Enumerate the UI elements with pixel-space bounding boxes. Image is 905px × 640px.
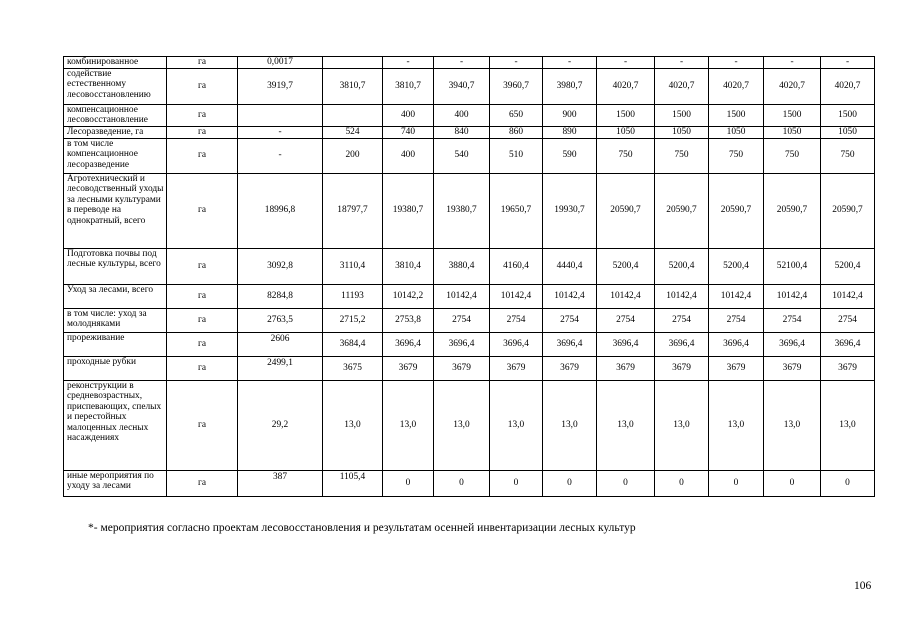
row-label: проходные рубки xyxy=(64,356,167,380)
value-cell: 524 xyxy=(323,126,383,138)
value-cell xyxy=(323,57,383,69)
value-cell: 18996,8 xyxy=(238,173,323,248)
value-cell: 3696,4 xyxy=(597,332,655,356)
value-cell: 1050 xyxy=(821,126,875,138)
value-cell: 11193 xyxy=(323,284,383,308)
value-cell: 0 xyxy=(655,470,709,496)
table-row xyxy=(64,380,875,470)
table-row xyxy=(64,356,875,380)
table-row xyxy=(64,104,875,126)
value-cell: 10142,4 xyxy=(490,284,543,308)
value-cell: 10142,4 xyxy=(764,284,821,308)
unit-cell: га xyxy=(167,356,238,380)
value-cell: 3092,8 xyxy=(238,248,323,284)
value-cell: 1050 xyxy=(597,126,655,138)
unit-cell: га xyxy=(167,308,238,332)
value-cell: 4020,7 xyxy=(655,68,709,104)
forestry-table xyxy=(63,56,875,497)
value-cell: - xyxy=(238,138,323,173)
value-cell: 3684,4 xyxy=(323,332,383,356)
unit-cell: га xyxy=(167,68,238,104)
value-cell: 0 xyxy=(434,470,490,496)
value-cell: 2754 xyxy=(764,308,821,332)
value-cell: 1500 xyxy=(597,104,655,126)
value-cell: 0,0017 xyxy=(238,57,323,69)
unit-cell: га xyxy=(167,173,238,248)
row-label: Агротехнический и лесоводственный уходы за лесными культурами в переводе на однократный, всего xyxy=(64,173,167,248)
unit-cell: га xyxy=(167,284,238,308)
value-cell: - xyxy=(655,57,709,69)
value-cell: 5200,4 xyxy=(597,248,655,284)
value-cell: 3110,4 xyxy=(323,248,383,284)
value-cell: 750 xyxy=(709,138,764,173)
table-row xyxy=(64,332,875,356)
value-cell: 13,0 xyxy=(655,380,709,470)
value-cell: 29,2 xyxy=(238,380,323,470)
value-cell: 2499,1 xyxy=(238,356,323,380)
value-cell: 200 xyxy=(323,138,383,173)
value-cell: 8284,8 xyxy=(238,284,323,308)
value-cell: 3810,4 xyxy=(383,248,434,284)
value-cell: 0 xyxy=(821,470,875,496)
value-cell: 3679 xyxy=(543,356,597,380)
row-label: компенсационное лесовосстановление xyxy=(64,104,167,126)
value-cell: - xyxy=(434,57,490,69)
table-row xyxy=(64,284,875,308)
value-cell: 3675 xyxy=(323,356,383,380)
value-cell: - xyxy=(764,57,821,69)
value-cell: 4020,7 xyxy=(764,68,821,104)
table-row xyxy=(64,68,875,104)
value-cell: 1050 xyxy=(655,126,709,138)
value-cell: 3679 xyxy=(821,356,875,380)
unit-cell: га xyxy=(167,470,238,496)
value-cell: 510 xyxy=(490,138,543,173)
value-cell: 840 xyxy=(434,126,490,138)
value-cell: 3679 xyxy=(655,356,709,380)
value-cell: 890 xyxy=(543,126,597,138)
value-cell: 2753,8 xyxy=(383,308,434,332)
row-label: Лесоразведение, га xyxy=(64,126,167,138)
value-cell: 3696,4 xyxy=(383,332,434,356)
value-cell: - xyxy=(543,57,597,69)
value-cell: 2754 xyxy=(434,308,490,332)
value-cell: 1500 xyxy=(764,104,821,126)
value-cell: 1500 xyxy=(655,104,709,126)
value-cell: 1050 xyxy=(709,126,764,138)
row-label: в том числе: уход за молодняками xyxy=(64,308,167,332)
value-cell: 3679 xyxy=(383,356,434,380)
value-cell: 540 xyxy=(434,138,490,173)
value-cell: 19380,7 xyxy=(383,173,434,248)
value-cell: 1050 xyxy=(764,126,821,138)
value-cell: 3696,4 xyxy=(821,332,875,356)
row-label: в том числе компенсационное лесоразведение xyxy=(64,138,167,173)
value-cell: 13,0 xyxy=(383,380,434,470)
unit-cell: га xyxy=(167,126,238,138)
unit-cell: га xyxy=(167,332,238,356)
value-cell: 750 xyxy=(821,138,875,173)
value-cell: 18797,7 xyxy=(323,173,383,248)
value-cell: 3696,4 xyxy=(655,332,709,356)
value-cell: 0 xyxy=(543,470,597,496)
value-cell: 10142,4 xyxy=(821,284,875,308)
value-cell: 900 xyxy=(543,104,597,126)
value-cell: 10142,4 xyxy=(543,284,597,308)
value-cell: 13,0 xyxy=(434,380,490,470)
value-cell: 2754 xyxy=(543,308,597,332)
value-cell xyxy=(238,104,323,126)
value-cell: 52100,4 xyxy=(764,248,821,284)
value-cell: 750 xyxy=(597,138,655,173)
value-cell: 400 xyxy=(434,104,490,126)
value-cell: 10142,4 xyxy=(597,284,655,308)
value-cell: 10142,4 xyxy=(655,284,709,308)
value-cell: 3940,7 xyxy=(434,68,490,104)
table-row xyxy=(64,470,875,496)
value-cell: 20590,7 xyxy=(821,173,875,248)
value-cell: 13,0 xyxy=(709,380,764,470)
unit-cell: га xyxy=(167,104,238,126)
value-cell: 3679 xyxy=(709,356,764,380)
row-label: Подготовка почвы под лесные культуры, всего xyxy=(64,248,167,284)
page-number: 106 xyxy=(854,580,872,592)
table-row xyxy=(64,173,875,248)
value-cell: 20590,7 xyxy=(709,173,764,248)
value-cell: 590 xyxy=(543,138,597,173)
value-cell: - xyxy=(709,57,764,69)
unit-cell: га xyxy=(167,380,238,470)
value-cell: 20590,7 xyxy=(764,173,821,248)
value-cell: 13,0 xyxy=(543,380,597,470)
table-body xyxy=(64,57,875,497)
value-cell: 10142,4 xyxy=(434,284,490,308)
value-cell: 2754 xyxy=(490,308,543,332)
value-cell: 4020,7 xyxy=(821,68,875,104)
value-cell: 13,0 xyxy=(597,380,655,470)
value-cell: 1105,4 xyxy=(323,470,383,496)
row-label: иные мероприятия по уходу за лесами xyxy=(64,470,167,496)
value-cell: 20590,7 xyxy=(597,173,655,248)
value-cell: 3679 xyxy=(434,356,490,380)
value-cell: 1500 xyxy=(821,104,875,126)
value-cell: 5200,4 xyxy=(821,248,875,284)
value-cell: 19650,7 xyxy=(490,173,543,248)
value-cell: 13,0 xyxy=(490,380,543,470)
unit-cell: га xyxy=(167,248,238,284)
value-cell: 750 xyxy=(655,138,709,173)
unit-cell: га xyxy=(167,138,238,173)
value-cell: 0 xyxy=(597,470,655,496)
value-cell: 3696,4 xyxy=(543,332,597,356)
row-label: содействие естественному лесовосстановлению xyxy=(64,68,167,104)
value-cell: - xyxy=(597,57,655,69)
value-cell: 400 xyxy=(383,104,434,126)
value-cell: 400 xyxy=(383,138,434,173)
value-cell: 3679 xyxy=(764,356,821,380)
value-cell: 13,0 xyxy=(764,380,821,470)
value-cell: 3880,4 xyxy=(434,248,490,284)
value-cell: 860 xyxy=(490,126,543,138)
row-label: Уход за лесами, всего xyxy=(64,284,167,308)
value-cell: 2754 xyxy=(709,308,764,332)
table-row xyxy=(64,126,875,138)
value-cell: 19380,7 xyxy=(434,173,490,248)
row-label: прореживание xyxy=(64,332,167,356)
table-row xyxy=(64,248,875,284)
value-cell: 5200,4 xyxy=(655,248,709,284)
value-cell: 2754 xyxy=(821,308,875,332)
value-cell: 5200,4 xyxy=(709,248,764,284)
value-cell: - xyxy=(821,57,875,69)
footnote: *- мероприятия согласно проектам лесовосстановления и результатам осенней инвентаризации лесных культур xyxy=(88,522,636,534)
value-cell: 13,0 xyxy=(323,380,383,470)
value-cell: 0 xyxy=(764,470,821,496)
value-cell: 650 xyxy=(490,104,543,126)
value-cell: 3696,4 xyxy=(709,332,764,356)
value-cell: 2715,2 xyxy=(323,308,383,332)
value-cell xyxy=(323,104,383,126)
value-cell: 387 xyxy=(238,470,323,496)
value-cell: 10142,4 xyxy=(709,284,764,308)
row-label: комбинированное xyxy=(64,57,167,69)
value-cell: 3919,7 xyxy=(238,68,323,104)
value-cell: 1500 xyxy=(709,104,764,126)
value-cell: 20590,7 xyxy=(655,173,709,248)
value-cell: - xyxy=(383,57,434,69)
value-cell: - xyxy=(238,126,323,138)
value-cell: 2754 xyxy=(597,308,655,332)
unit-cell: га xyxy=(167,57,238,69)
value-cell: - xyxy=(490,57,543,69)
value-cell: 4020,7 xyxy=(597,68,655,104)
value-cell: 740 xyxy=(383,126,434,138)
row-label: реконструкции в средневозрастных, приспевающих, спелых и перестойных малоценных лесных насаждениях xyxy=(64,380,167,470)
value-cell: 750 xyxy=(764,138,821,173)
value-cell: 3696,4 xyxy=(434,332,490,356)
value-cell: 2754 xyxy=(655,308,709,332)
value-cell: 3679 xyxy=(490,356,543,380)
value-cell: 4440,4 xyxy=(543,248,597,284)
value-cell: 4160,4 xyxy=(490,248,543,284)
value-cell: 3810,7 xyxy=(323,68,383,104)
value-cell: 3679 xyxy=(597,356,655,380)
value-cell: 0 xyxy=(490,470,543,496)
value-cell: 3696,4 xyxy=(764,332,821,356)
table-row xyxy=(64,308,875,332)
value-cell: 2763,5 xyxy=(238,308,323,332)
value-cell: 13,0 xyxy=(821,380,875,470)
value-cell: 19930,7 xyxy=(543,173,597,248)
value-cell: 3980,7 xyxy=(543,68,597,104)
value-cell: 10142,2 xyxy=(383,284,434,308)
table-row xyxy=(64,138,875,173)
value-cell: 3960,7 xyxy=(490,68,543,104)
value-cell: 4020,7 xyxy=(709,68,764,104)
value-cell: 3696,4 xyxy=(490,332,543,356)
value-cell: 0 xyxy=(383,470,434,496)
value-cell: 0 xyxy=(709,470,764,496)
value-cell: 3810,7 xyxy=(383,68,434,104)
table-row xyxy=(64,57,875,69)
value-cell: 2606 xyxy=(238,332,323,356)
